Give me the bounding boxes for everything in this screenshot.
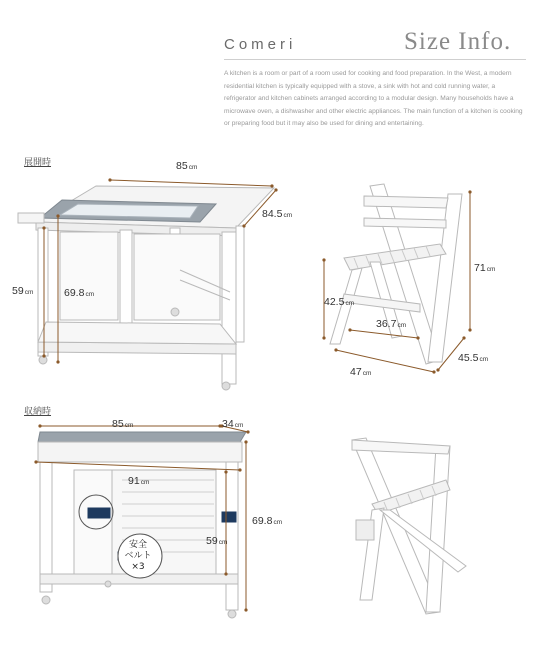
belt-label-line3: ×3 [131,562,145,572]
safety-belt-callout [118,540,158,573]
page-title: Size Info. [404,28,512,55]
product-description: A kitchen is a room or part of a room used for cooking and food preparation. In the West, a modern residential kitchen is typically equipped with a stove, a sink with hot and cold running water, a refrigerator and kitchen cabinets arranged according to a modular design. Many households have a microwave oven, a dishwasher and other electric appliances. The main function of a kitchen is cooking or preparing food but it may also be used for dining and entertaining. [224,70,523,127]
chair-depth-label: 45.5cm [458,352,489,364]
folded-table-width-label: 85cm [112,418,134,430]
folded-table-height-label: 69.8cm [252,515,283,527]
open-table-width-label: 85cm [176,160,198,172]
chair-seat-width-label: 36.7cm [376,318,407,330]
open-chair-illustration [330,184,462,364]
section-label-folded: 収納時 [24,407,52,417]
open-table-depth-label: 84.5cm [262,208,293,220]
folded-table-depth-label: 34cm [222,418,244,430]
brand-name: Comeri [224,36,297,53]
belt-label-line2: ベルト [124,551,152,561]
belt-label-line1: 安全 [128,540,147,550]
open-table-height-label: 59cm [12,285,34,297]
open-table-illustration [18,186,274,390]
folded-chair-illustration [352,438,466,614]
section-label-open: 展開時 [24,158,52,168]
chair-width-label: 47cm [350,366,372,378]
folded-table-inner-height-label: 59cm [206,535,228,547]
open-table-inner-height-label: 69.8cm [64,287,95,299]
folded-table-inner-width-label: 91cm [128,475,150,487]
chair-height-label: 71cm [474,262,496,274]
chair-seat-height-label: 42.5cm [324,296,355,308]
folded-table-illustration [38,432,246,618]
